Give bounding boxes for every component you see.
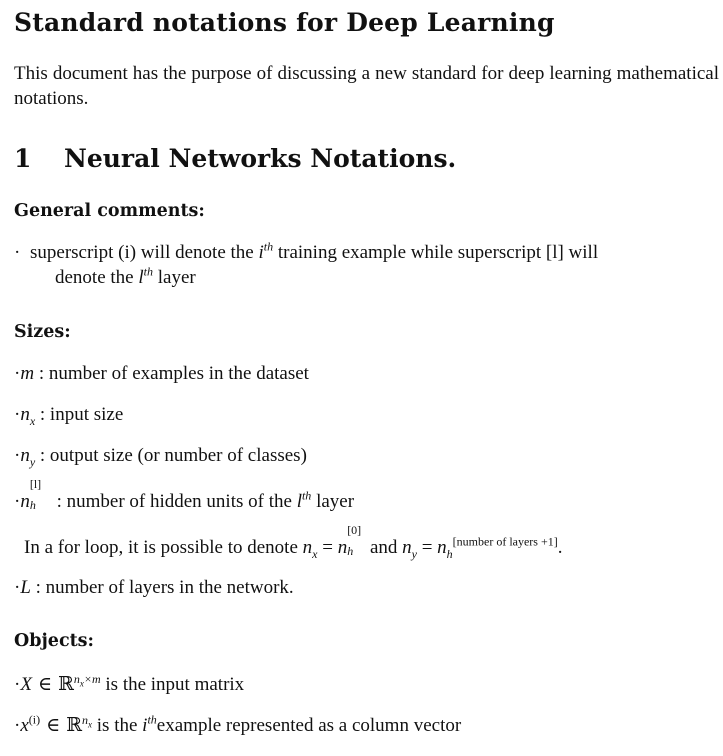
text-run: training example while superscript [l] will [273,242,599,263]
text-run: denote the [55,267,139,288]
math-sub-h: h [446,546,453,561]
text-run: and [365,537,403,558]
general-comments-heading: General comments: [14,201,205,221]
math-x: x [88,719,93,730]
size-ny-line [14,444,307,468]
math-n: n [20,404,30,425]
math-in-reals: ∈ ℝ [40,714,83,736]
size-m-line [14,362,309,386]
math-n: n [302,537,313,558]
text-run: superscript (i) will denote the [30,242,259,263]
objects-heading: Objects: [14,631,94,651]
math-n: n [402,537,412,558]
math-l: l [138,267,144,288]
math-sub-h: h [347,544,354,558]
math-L: L [20,577,31,598]
math-sup-0: [0] [347,523,362,537]
loop-note-line [24,523,563,561]
section-number: 1 [14,144,32,173]
object-x-line [14,713,461,738]
math-n: n [337,537,348,558]
math-n: n [437,537,447,558]
math-x: x [312,546,318,561]
math-x: x [29,413,36,428]
math-n: n [82,712,89,727]
text-run: : number of hidden units of the [51,491,297,512]
bullet-dot: · [14,363,21,384]
math-x: x [20,715,29,736]
text-run: is the input matrix [100,674,245,695]
math-sup-l: [l] [29,477,42,491]
math-th: th [143,264,153,279]
size-nh-line [14,477,355,514]
bullet-dot: · [14,674,21,695]
size-L-line [14,576,294,600]
bullet-dot: · [14,242,21,263]
text-run: layer [311,491,355,512]
math-m: m [20,363,35,384]
math-n: n [73,671,80,686]
math-sub-h: h [29,498,36,512]
sizes-heading: Sizes: [14,322,71,342]
math-nh0-stack [337,523,362,560]
math-times-m: ×m [83,671,101,686]
text-run: is the [92,715,143,736]
object-X-line [14,672,244,697]
intro-paragraph: This document has the purpose of discussing a new standard for deep learning mathematical notations. [14,63,719,109]
math-y: y [411,546,417,561]
math-i: i [258,242,264,263]
math-y: y [29,454,36,469]
math-th: th [263,239,274,254]
math-l: l [296,491,302,512]
math-th: th [147,712,157,727]
math-x: x [79,678,84,689]
math-in-reals: ∈ ℝ [31,673,74,695]
bullet-dot: · [14,404,21,425]
text-run: . [557,537,563,558]
section-title: Neural Networks Notations. [64,144,457,173]
math-th: th [301,488,312,503]
math-n: n [20,491,30,512]
math-nh-stack [20,477,42,514]
math-sup-layers: [number of layers +1] [452,534,558,549]
math-n: n [20,445,30,466]
general-comment-line-1 [30,240,720,265]
text-run: example represented as a column vector [156,715,462,736]
document-title: Standard notations for Deep Learning [14,8,555,37]
math-sup-i: (i) [28,712,41,727]
text-run: layer [152,267,196,288]
text-run: : input size [35,404,124,425]
general-comment-line-2 [55,265,720,290]
bullet-dot: · [14,445,21,466]
bullet-dot: · [14,577,21,598]
size-nx-line [14,403,123,427]
text-run: : number of layers in the network. [30,577,294,598]
math-equals: = [416,537,438,558]
math-i: i [142,715,148,736]
math-equals: = [317,537,338,558]
math-X: X [20,674,32,695]
text-run: In a for loop, it is possible to denote [24,537,303,558]
text-run: : output size (or number of classes) [35,445,307,466]
general-comment-bullet [14,240,720,290]
bullet-dot: · [14,491,21,512]
bullet-dot: · [14,715,21,736]
section-heading [14,144,456,173]
text-run: : number of examples in the dataset [34,363,309,384]
